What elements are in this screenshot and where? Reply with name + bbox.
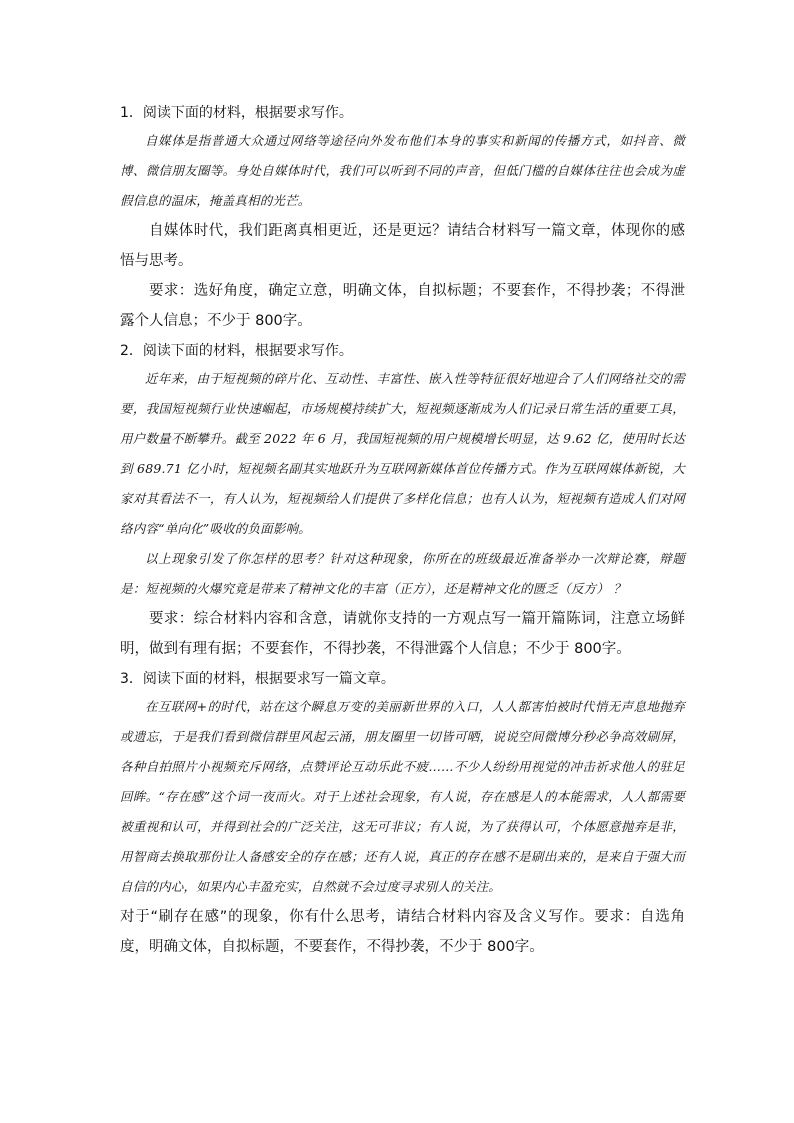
question-1-requirements: 要求：选好角度，确定立意，明确文体，自拟标题；不要套作，不得抄袭；不得泄露个人信息；不少于 800字。 (120, 283, 685, 329)
question-1 (120, 100, 685, 336)
question-2 (120, 338, 685, 664)
question-3 (120, 666, 685, 962)
document-content (120, 98, 685, 962)
question-1-title: 1．阅读下面的材料，根据要求写作。 (120, 105, 353, 121)
question-2-title: 2．阅读下面的材料，根据要求写作。 (120, 343, 353, 359)
question-3-material: 在互联网+的时代，站在这个瞬息万变的美丽新世界的入口，人人都害怕被时代悄无声息地抛弃或遗忘，于是我们看到微信群里风起云涌，朋友圈里一切皆可晒，说说空间微博分秒必争高效刷屏，各种自拍照片小视频充斥网络，点赞评论互动乐此不疲……不少人纷纷用视觉的冲击祈求他人的驻足回眸。“存在感”这个词一夜而火。对于上述社会现象，有人说，存在感是人的本能需求，人人都需要被重视和认可，并得到社会的广泛关注，这无可非议；有人说，为了获得认可，个体愿意抛弃是非，用智商去换取那份让人备感安全的存在感；还有人说，真正的存在感不是刷出来的，是来自于强大而自信的内心，如果内心丰盈充实，自然就不会过度寻求别人的关注。 (120, 699, 685, 894)
question-2-material: 近年来，由于短视频的碎片化、互动性、丰富性、嵌入性等特征很好地迎合了人们网络社交的需要，我国短视频行业快速崛起，市场规模持续扩大，短视频逐渐成为人们记录日常生活的重要工具，用户数量不断攀升。截至 2022 年 6 月，我国短视频的用户规模增长明显，达 9.62 亿，使用时长达到 689.71 亿小时，短视频名副其实地跃升为互联网新媒体首位传播方式。作为互联网媒体新锐，大家对其看法不一，有人认为，短视频给人们提供了多样化信息；也有人认为，短视频有造成人们对网络内容“单向化”吸收的负面影响。 (120, 371, 685, 536)
question-2-debate-topic: 以上现象引发了你怎样的思考？针对这种现象，你所在的班级最近准备举办一次辩论赛，辩题是：短视频的火爆究竟是带来了精神文化的丰富（正方），还是精神文化的匮乏（反方） ？ (120, 551, 685, 596)
question-3-title: 3．阅读下面的材料，根据要求写一篇文章。 (120, 671, 395, 687)
question-1-material: 自媒体是指普通大众通过网络等途径向外发布他们本身的事实和新闻的传播方式，如抖音、微博、微信朋友圈等。身处自媒体时代，我们可以听到不同的声音，但低门槛的自媒体往往也会成为虚假信息的温床，掩盖真相的光芒。 (120, 133, 685, 208)
question-1-prompt: 自媒体时代，我们距离真相更近，还是更远？请结合材料写一篇文章，体现你的感悟与思考。 (120, 223, 685, 269)
question-2-requirements: 要求：综合材料内容和含意，请就你支持的一方观点写一篇开篇陈词，注意立场鲜明，做到有理有据；不要套作，不得抄袭，不得泄露个人信息；不少于 800字。 (120, 611, 685, 657)
question-3-requirements: 对于“刷存在感”的现象，你有什么思考，请结合材料内容及含义写作。要求：自选角度，明确文体，自拟标题，不要套作，不得抄袭，不少于 800字。 (120, 909, 685, 955)
